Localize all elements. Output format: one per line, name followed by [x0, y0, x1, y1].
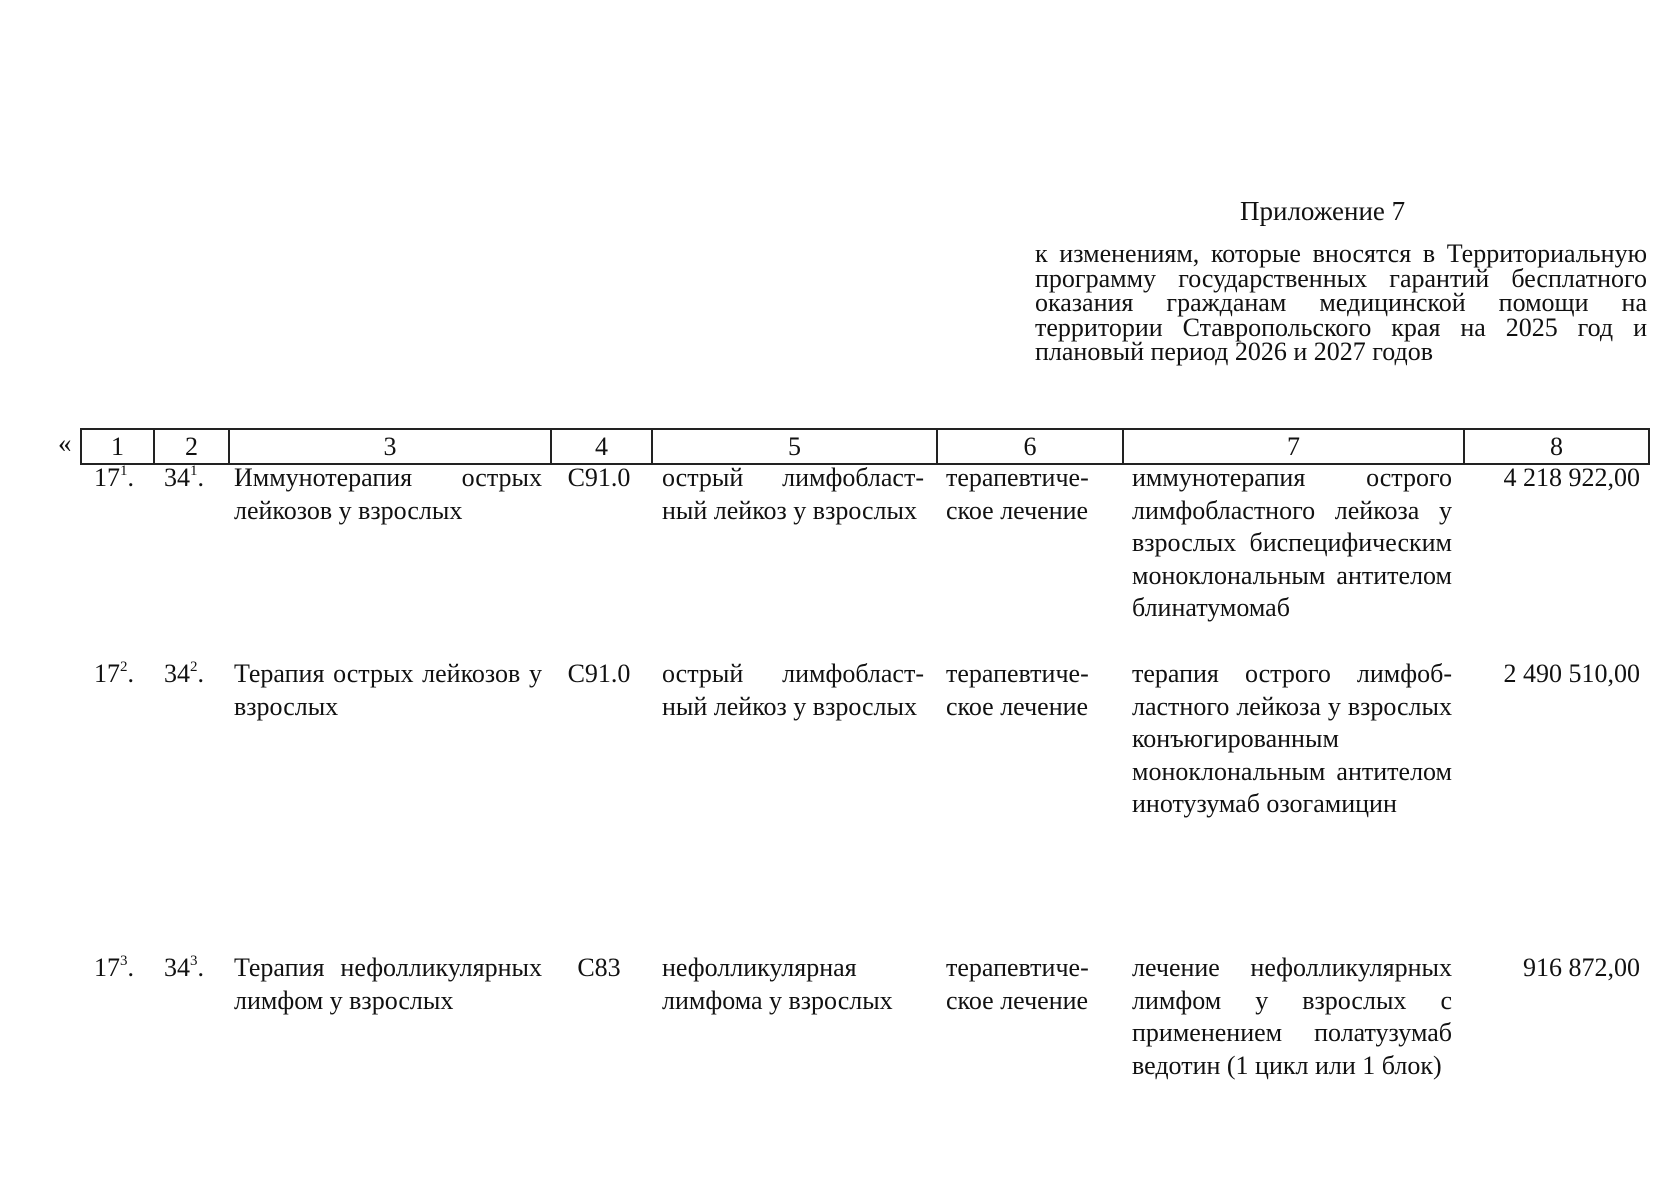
- column-number-8: 8: [1464, 429, 1649, 464]
- group-number-superscript: 2: [120, 659, 128, 675]
- treatment-type: терапевтическое лечение: [946, 953, 1089, 1015]
- icd-code: C91.0: [567, 463, 631, 492]
- group-number-superscript: 1: [120, 463, 128, 479]
- treatment-method: лечение нефолликулярных лимфом у взрослых с применением полатузумаб ведотин (1 цикл или 1 блок): [1132, 953, 1452, 1080]
- group-number-dot: .: [127, 953, 134, 982]
- treatment-method: иммунотерапия острого лимфобластного лейкоза у взрослых биспецифическим моноклональным антителом блинатумомаб: [1132, 463, 1452, 622]
- group-number-superscript: 3: [120, 953, 128, 969]
- group-number-base: 17: [94, 659, 120, 688]
- opening-quote: «: [58, 428, 72, 458]
- icd-code: C83: [577, 953, 621, 982]
- item-number-base: 34: [164, 953, 190, 982]
- group-number: [94, 462, 158, 495]
- column-number-3: 3: [229, 429, 551, 464]
- care-type-name: Иммунотерапия острых лейкозов у взрослых: [234, 463, 542, 525]
- item-number: [164, 952, 224, 985]
- column-number-2: 2: [154, 429, 229, 464]
- group-number-base: 17: [94, 463, 120, 492]
- item-number-dot: .: [197, 659, 204, 688]
- care-type-name: Терапия острых лейкозов у взрослых: [234, 659, 542, 721]
- item-number-superscript: 1: [190, 463, 198, 479]
- column-number-1: 1: [81, 429, 154, 464]
- icd-code: C91.0: [567, 659, 631, 688]
- item-number-superscript: 3: [190, 953, 198, 969]
- cost-value: 2 490 510,00: [1503, 659, 1640, 688]
- group-number-base: 17: [94, 953, 120, 982]
- treatment-type: терапевтическое лечение: [946, 659, 1089, 721]
- patient-model: нефолликулярная лимфома у взрослых: [662, 953, 893, 1015]
- column-number-header: [80, 428, 1650, 465]
- item-number-base: 34: [164, 463, 190, 492]
- column-number-4: 4: [551, 429, 652, 464]
- item-number-dot: .: [197, 953, 204, 982]
- group-number-dot: .: [127, 659, 134, 688]
- column-number-6: 6: [937, 429, 1123, 464]
- header-row: [81, 429, 1649, 464]
- group-number: [94, 658, 158, 691]
- item-number-dot: .: [197, 463, 204, 492]
- column-number-5: 5: [652, 429, 937, 464]
- cost-value: 4 218 922,00: [1503, 463, 1640, 492]
- treatment-method: терапия острого лимфобластного лейкоза у взрослых конъюгированным моноклональным антителом инотузумаб озогамицин: [1132, 659, 1452, 818]
- item-number: [164, 462, 224, 495]
- annex-title: Приложение 7: [1240, 196, 1406, 226]
- item-number: [164, 658, 224, 691]
- treatment-type: терапевтическое лечение: [946, 463, 1089, 525]
- item-number-superscript: 2: [190, 659, 198, 675]
- cost-value: 916 872,00: [1523, 953, 1640, 982]
- group-number-dot: .: [127, 463, 134, 492]
- care-type-name: Терапия нефолликулярных лимфом у взрослых: [234, 953, 542, 1015]
- annex-subtitle: к изменениям, которые вносятся в Территориальную программу государственных гарантий бесплатного оказания гражданам медицинской помощи на территории Ставропольского края на 2025 год и плановый период 2026 и 2027 годов: [1035, 239, 1647, 366]
- patient-model: острый лимфобластный лейкоз у взрослых: [662, 463, 924, 525]
- column-number-7: 7: [1123, 429, 1464, 464]
- group-number: [94, 952, 158, 985]
- patient-model: острый лимфобластный лейкоз у взрослых: [662, 659, 924, 721]
- item-number-base: 34: [164, 659, 190, 688]
